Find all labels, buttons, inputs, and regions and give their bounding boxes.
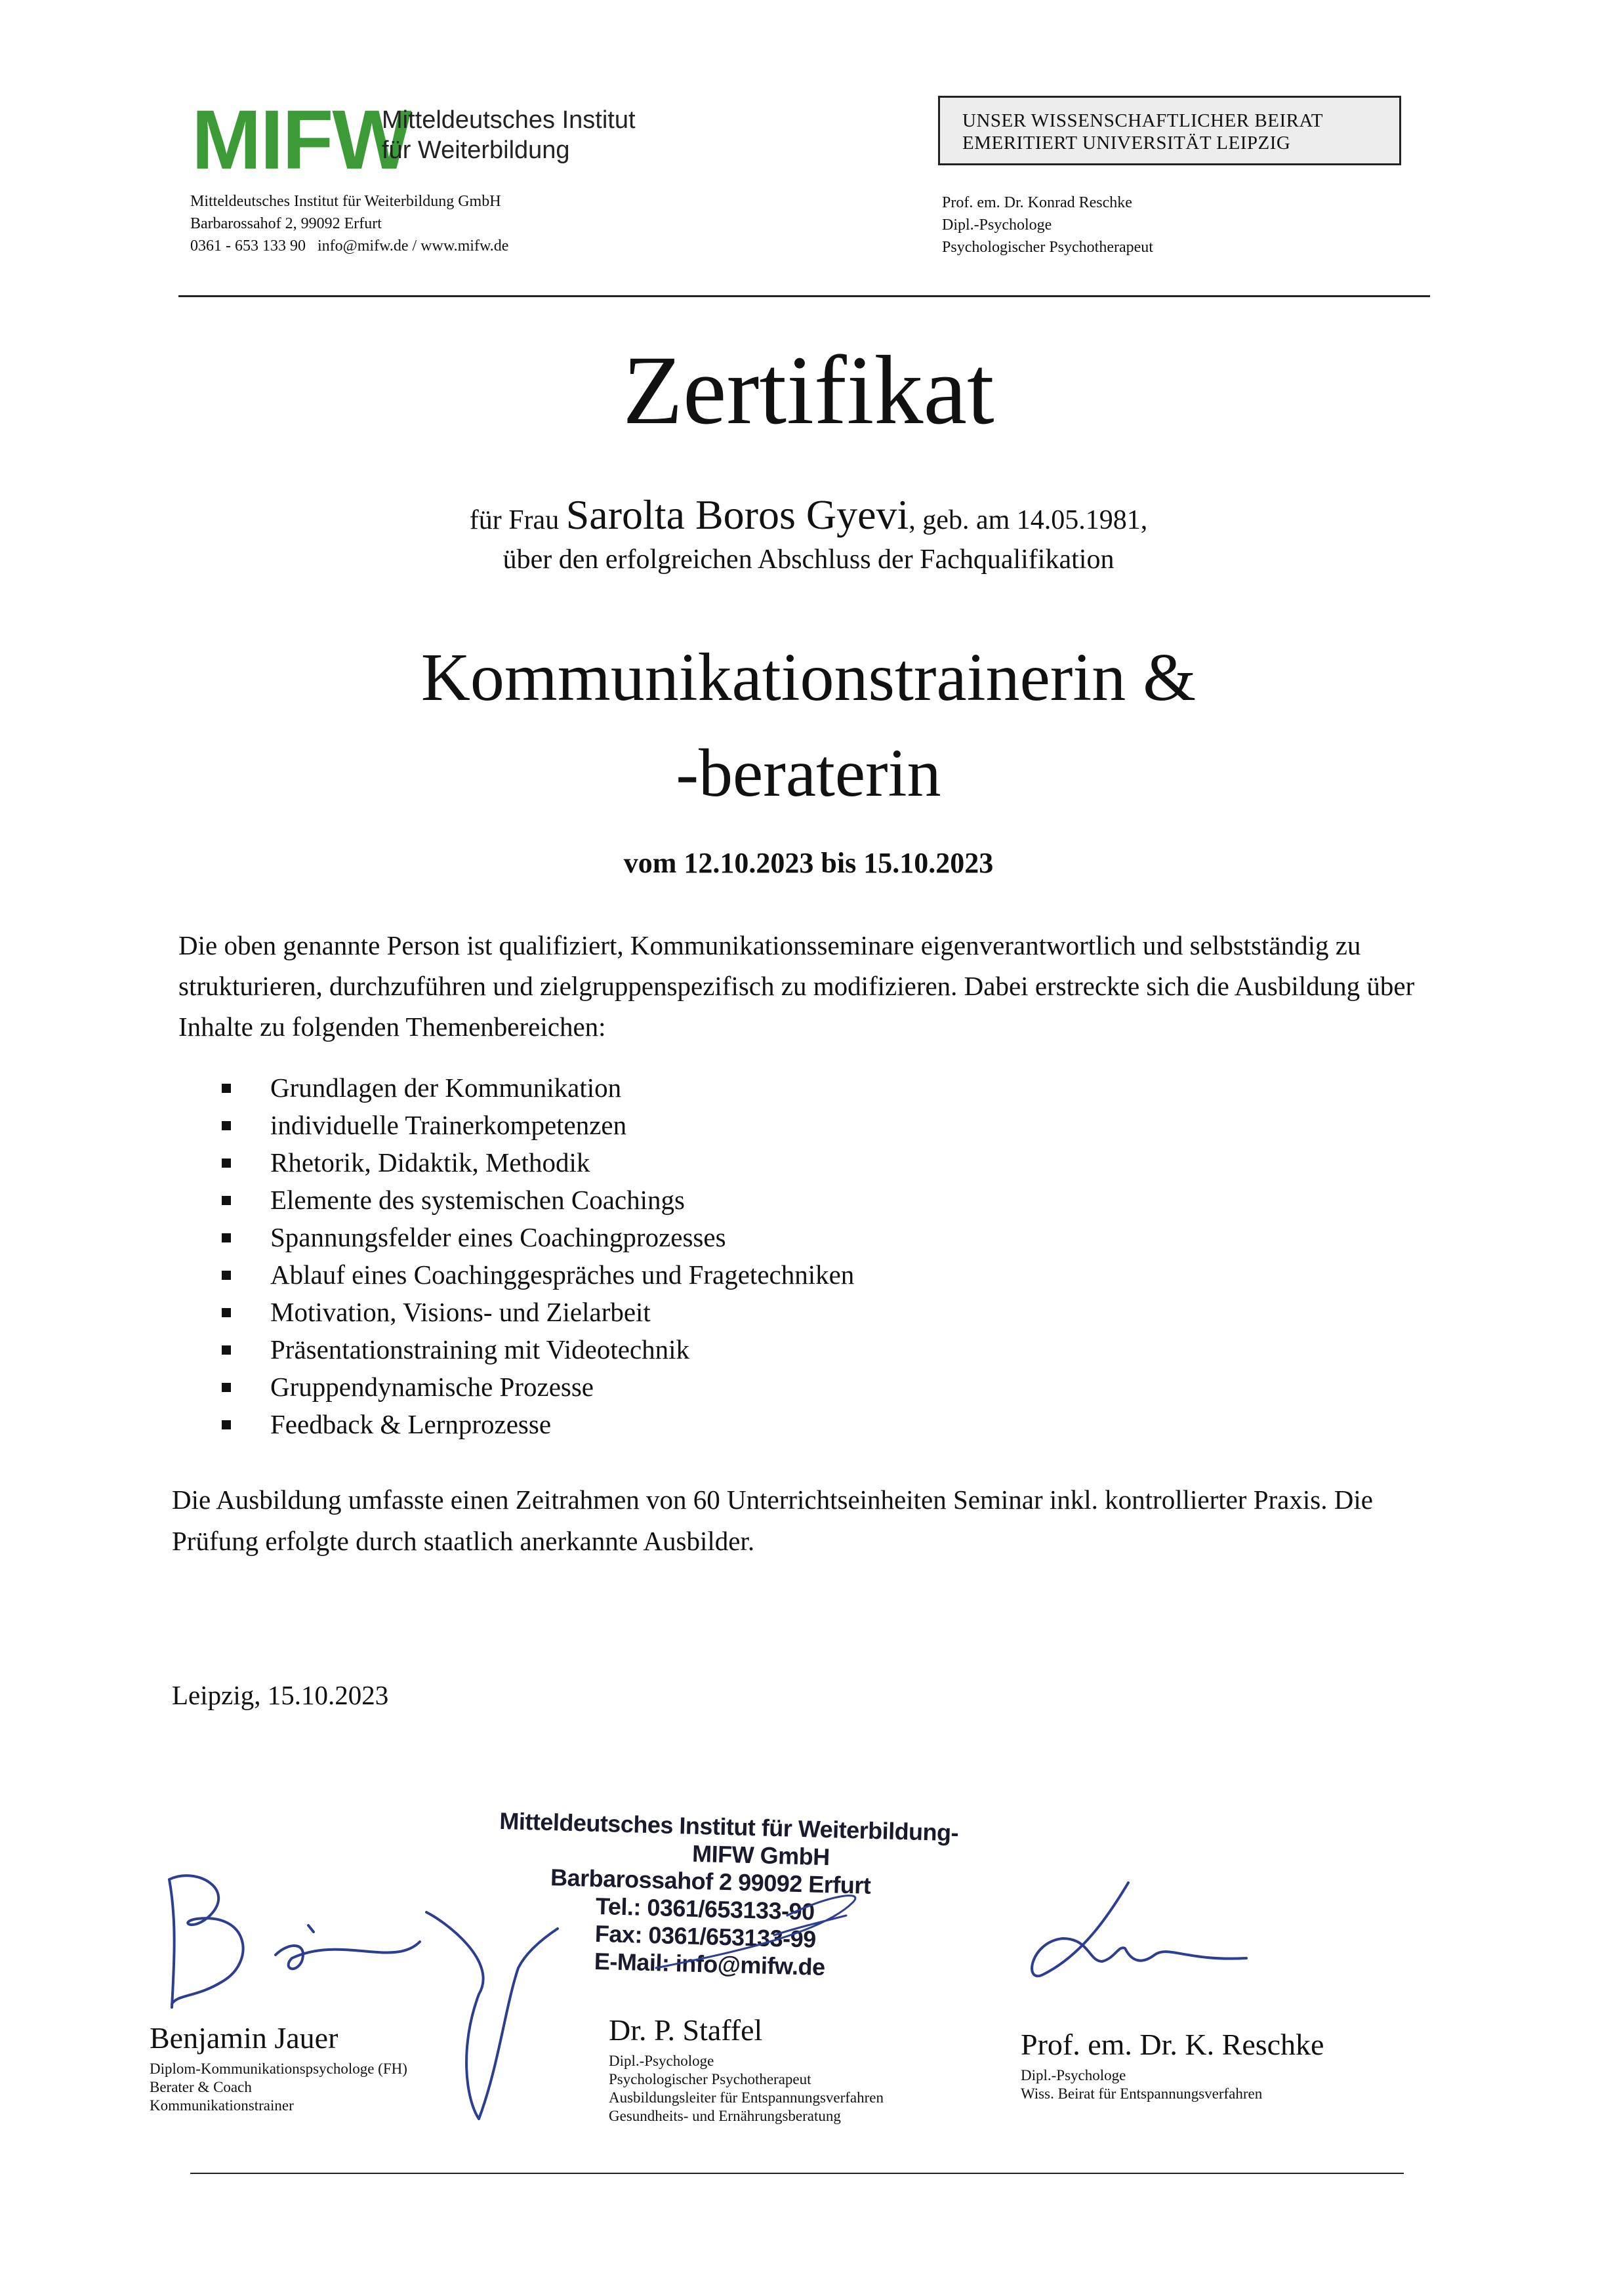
mifw-logo-mark: MIFW	[192, 93, 411, 187]
topic-list	[222, 1069, 854, 1443]
institute-address	[190, 190, 508, 257]
date-range: vom 12.10.2023 bis 15.10.2023	[623, 847, 994, 879]
signatory-jauer-name: Benjamin Jauer	[150, 2021, 338, 2055]
footer-divider	[190, 2173, 1404, 2174]
beirat-info	[942, 192, 1153, 258]
institute-contact: 0361 - 653 133 90 info@mifw.de / www.mifw.de	[190, 237, 509, 255]
jauer-role1: Diplom-Kommunikationspsychologe (FH)	[150, 2060, 407, 2077]
stamp-line6: E-Mail: info@mifw.de	[594, 1947, 826, 1981]
beirat-line2: EMERITIERT UNIVERSITÄT LEIPZIG	[962, 133, 1291, 154]
list-item	[222, 1069, 854, 1107]
beirat-box	[938, 96, 1401, 165]
list-item	[222, 1331, 854, 1368]
topic-label: Grundlagen der Kommunikation	[270, 1073, 622, 1103]
bullet-icon	[222, 1271, 231, 1280]
bullet-icon	[222, 1233, 231, 1242]
logo-text	[382, 105, 636, 165]
jauer-role3: Kommunikationstrainer	[150, 2097, 294, 2114]
list-item	[222, 1406, 854, 1443]
topic-label: Feedback & Lernprozesse	[270, 1409, 552, 1439]
recipient-prefix: für Frau	[469, 505, 560, 535]
staffel-role1: Dipl.-Psychologe	[609, 2053, 714, 2069]
beirat-line1: UNSER WISSENSCHAFTLICHER BEIRAT	[962, 110, 1323, 131]
topic-label: Rhetorik, Didaktik, Methodik	[270, 1147, 590, 1178]
signature-reschke	[1032, 1883, 1246, 1976]
signatory-reschke-name: Prof. em. Dr. K. Reschke	[1021, 2028, 1324, 2061]
topic-label: Elemente des systemischen Coachings	[270, 1185, 685, 1215]
topic-label: Gruppendynamische Prozesse	[270, 1372, 594, 1402]
stamp-line1: Mitteldeutsches Institut für Weiterbildung-	[499, 1807, 959, 1847]
recipient-line	[0, 491, 1617, 540]
beirat-title2: Psychologischer Psychotherapeut	[942, 239, 1153, 256]
bullet-icon	[222, 1084, 231, 1093]
topic-label: individuelle Trainerkompetenzen	[270, 1110, 627, 1140]
list-item	[222, 1368, 854, 1406]
bullet-icon	[222, 1121, 231, 1130]
topic-label: Präsentationstraining mit Videotechnik	[270, 1334, 690, 1364]
list-item	[222, 1107, 854, 1144]
bullet-icon	[222, 1383, 231, 1392]
signatory-jauer-roles	[150, 2060, 407, 2115]
bullet-icon	[222, 1345, 231, 1355]
company-stamp	[495, 1807, 958, 1984]
closing-text: Die Ausbildung umfasste einen Zeitrahmen von 60 Unterrichtseinheiten Seminar inkl. kontrollierter Praxis. Die Prüfung erfolgte durch staatlich anerkannte Ausbilder.	[172, 1485, 1373, 1556]
staffel-role2: Psychologischer Psychotherapeut	[609, 2071, 811, 2087]
header-divider	[178, 295, 1430, 297]
reschke-role2: Wiss. Beirat für Entspannungsverfahren	[1021, 2085, 1263, 2102]
list-item	[222, 1256, 854, 1294]
completion-text: über den erfolgreichen Abschluss der Fachqualifikation	[502, 544, 1115, 575]
staffel-role4: Gesundheits- und Ernährungsberatung	[609, 2108, 841, 2124]
qualification-line2: -beraterin	[676, 735, 941, 811]
certificate-title: Zertifikat	[623, 336, 994, 445]
institute-street: Barbarossahof 2, 99092 Erfurt	[190, 215, 382, 232]
recipient-birth: , geb. am 14.05.1981,	[909, 505, 1148, 535]
stamp-line5: Fax: 0361/653133-99	[594, 1919, 817, 1953]
jauer-role2: Berater & Coach	[150, 2079, 252, 2095]
reschke-role1: Dipl.-Psychologe	[1021, 2067, 1126, 2083]
bullet-icon	[222, 1196, 231, 1205]
list-item	[222, 1294, 854, 1331]
institute-name: Mitteldeutsches Institut für Weiterbildung GmbH	[190, 193, 501, 210]
bullet-icon	[222, 1158, 231, 1168]
qualification-line1: Kommunikationstrainerin &	[420, 640, 1197, 715]
list-item	[222, 1219, 854, 1256]
signatory-staffel-name: Dr. P. Staffel	[609, 2013, 763, 2047]
list-item	[222, 1181, 854, 1219]
logo-text-line2: für Weiterbildung	[382, 136, 570, 164]
topic-label: Motivation, Visions- und Zielarbeit	[270, 1297, 651, 1327]
logo-text-line1: Mitteldeutsches Institut	[382, 106, 636, 134]
bullet-icon	[222, 1308, 231, 1317]
topic-label: Ablauf eines Coachinggespräches und Fragetechniken	[270, 1260, 855, 1290]
stamp-line2: MIFW GmbH	[691, 1839, 830, 1871]
intro-text: Die oben genannte Person ist qualifiziert, Kommunikationsseminare eigenverantwortlich und selbstständig zu strukturieren, durchzuführen und zielgruppenspezifisch zu modifizieren. Dabei erstreckte sich die Ausbildung über Inhalte zu folgenden Themenbereichen:	[178, 930, 1415, 1042]
beirat-title1: Dipl.-Psychologe	[942, 216, 1052, 234]
bullet-icon	[222, 1420, 231, 1429]
staffel-role3: Ausbildungsleiter für Entspannungsverfahren	[609, 2089, 884, 2106]
beirat-person: Prof. em. Dr. Konrad Reschke	[942, 194, 1132, 211]
signatory-reschke-roles	[1021, 2066, 1262, 2103]
recipient-name: Sarolta Boros Gyevi	[565, 491, 909, 538]
stamp-line3: Barbarossahof 2 99092 Erfurt	[550, 1864, 871, 1899]
list-item	[222, 1144, 854, 1181]
stamp-line4: Tel.: 0361/653133-90	[595, 1892, 815, 1925]
place-date: Leipzig, 15.10.2023	[172, 1680, 389, 1710]
topic-label: Spannungsfelder eines Coachingprozesses	[270, 1222, 726, 1252]
signatory-staffel-roles	[609, 2052, 884, 2125]
qualification-title	[0, 630, 1617, 821]
